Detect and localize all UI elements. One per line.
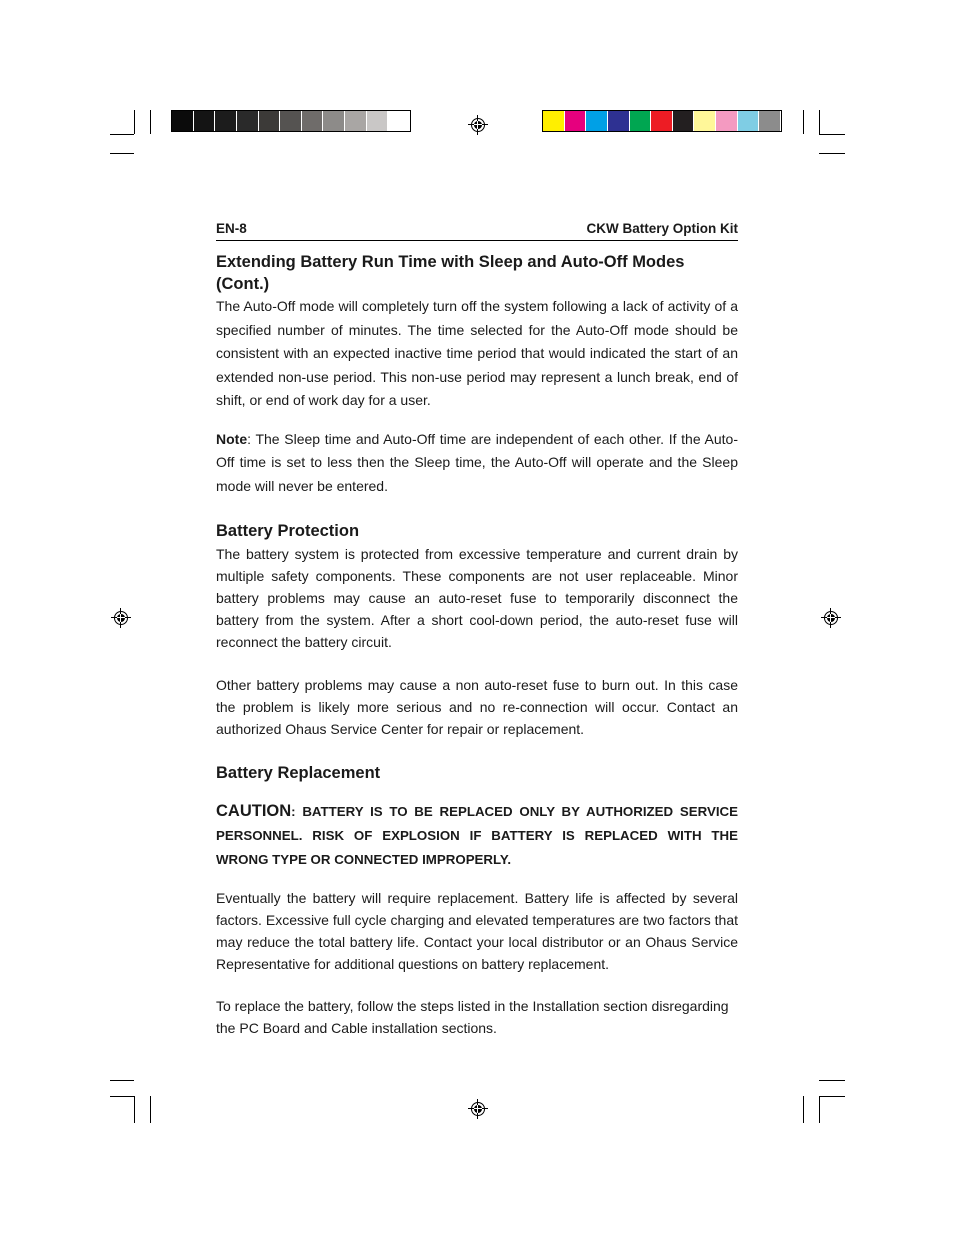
crop-mark (819, 110, 820, 134)
color-swatch (694, 111, 716, 131)
color-swatch (215, 111, 237, 131)
note-text: : The Sleep time and Auto-Off time are independent of each other. If the Auto-Off time is set to less then the Sleep time, the Auto-Off will operate and the Sleep mode will never be entered. (216, 430, 738, 494)
crop-mark (150, 1096, 151, 1123)
crop-mark (819, 134, 845, 135)
paragraph-fuse: Other battery problems may cause a non auto-reset fuse to burn out. In this case the problem is likely more serious and no re-connection will occur. Contact an authorized Ohaus Service Center for repair or replacement. (216, 677, 738, 737)
color-swatch (388, 111, 410, 131)
paragraph-replace-steps: To replace the battery, follow the steps listed in the Installation section disregarding the PC Board and Cable installation sections. (216, 998, 729, 1036)
color-swatch (172, 111, 194, 131)
color-swatch (280, 111, 302, 131)
crop-mark (819, 1096, 820, 1123)
color-swatch (738, 111, 760, 131)
paragraph-battery-protection: The battery system is protected from excessive temperature and current drain by multiple safety components. These components are not user replaceable. Minor battery problems may cause an auto-reset fuse to temporarily disconnect the battery from the system. After a short cool-down period, the auto-reset fuse will reconnect the battery circuit. (216, 546, 738, 650)
registration-mark-icon (111, 608, 131, 628)
registration-mark-icon (468, 115, 488, 135)
crop-mark (819, 1096, 845, 1097)
color-swatch (367, 111, 389, 131)
color-swatch (630, 111, 652, 131)
crop-mark (110, 153, 134, 154)
color-swatch (323, 111, 345, 131)
note-label: Note (216, 430, 248, 447)
crop-mark (819, 153, 845, 154)
crop-mark (134, 1096, 135, 1123)
color-swatch (259, 111, 281, 131)
crop-mark (110, 134, 134, 135)
color-swatch (565, 111, 587, 131)
crop-mark (150, 110, 151, 134)
color-swatch (586, 111, 608, 131)
section-heading-sleep-auto-off: Extending Battery Run Time with Sleep and Auto-Off Modes (Cont.) (216, 253, 685, 293)
color-swatch (608, 111, 630, 131)
color-swatch (673, 111, 695, 131)
caution-notice (216, 799, 738, 872)
crop-mark (110, 1096, 134, 1097)
crop-mark (803, 1096, 804, 1123)
note-paragraph (216, 428, 738, 499)
crop-mark (110, 1080, 134, 1081)
color-swatch (345, 111, 367, 131)
color-swatch (194, 111, 216, 131)
section-heading-battery-protection: Battery Protection (216, 522, 360, 540)
paragraph-auto-off: The Auto-Off mode will completely turn off the system following a lack of activity of a specified number of minutes. The time selected for the Auto-Off mode should be consistent with an expected inactive time period that would indicated the start of an extended non-use period. This non-use period may represent a lunch break, end of shift, or end of work day for a user. (216, 298, 738, 408)
page-header (216, 220, 738, 241)
color-swatch (302, 111, 324, 131)
color-swatch (237, 111, 259, 131)
page-content (216, 251, 738, 1039)
color-swatch (716, 111, 738, 131)
color-swatch (543, 111, 565, 131)
crop-mark (803, 110, 804, 134)
crop-mark (134, 110, 135, 134)
color-swatch (651, 111, 673, 131)
registration-mark-icon (821, 608, 841, 628)
section-heading-battery-replacement: Battery Replacement (216, 764, 381, 782)
page-number: EN-8 (216, 221, 247, 236)
gray-color-bar (171, 110, 411, 132)
caution-label: CAUTION (216, 802, 292, 820)
caution-text: : BATTERY IS TO BE REPLACED ONLY BY AUTHORIZED SERVICE PERSONNEL. RISK OF EXPLOSION IF BATTERY IS REPLACED WITH THE WRONG TYPE OR CONNECTED IMPROPERLY. (216, 804, 738, 867)
crop-mark (819, 1080, 845, 1081)
registration-mark-icon (468, 1099, 488, 1119)
paragraph-replacement: Eventually the battery will require replacement. Battery life is affected by several factors. Excessive full cycle charging and elevated temperatures are two factors that may reduce the total battery life. Contact your local distributor or an Ohaus Service Representative for additional questions on battery replacement. (216, 890, 738, 972)
color-swatch (759, 111, 781, 131)
process-color-bar (542, 110, 782, 132)
document-title: CKW Battery Option Kit (586, 221, 738, 236)
